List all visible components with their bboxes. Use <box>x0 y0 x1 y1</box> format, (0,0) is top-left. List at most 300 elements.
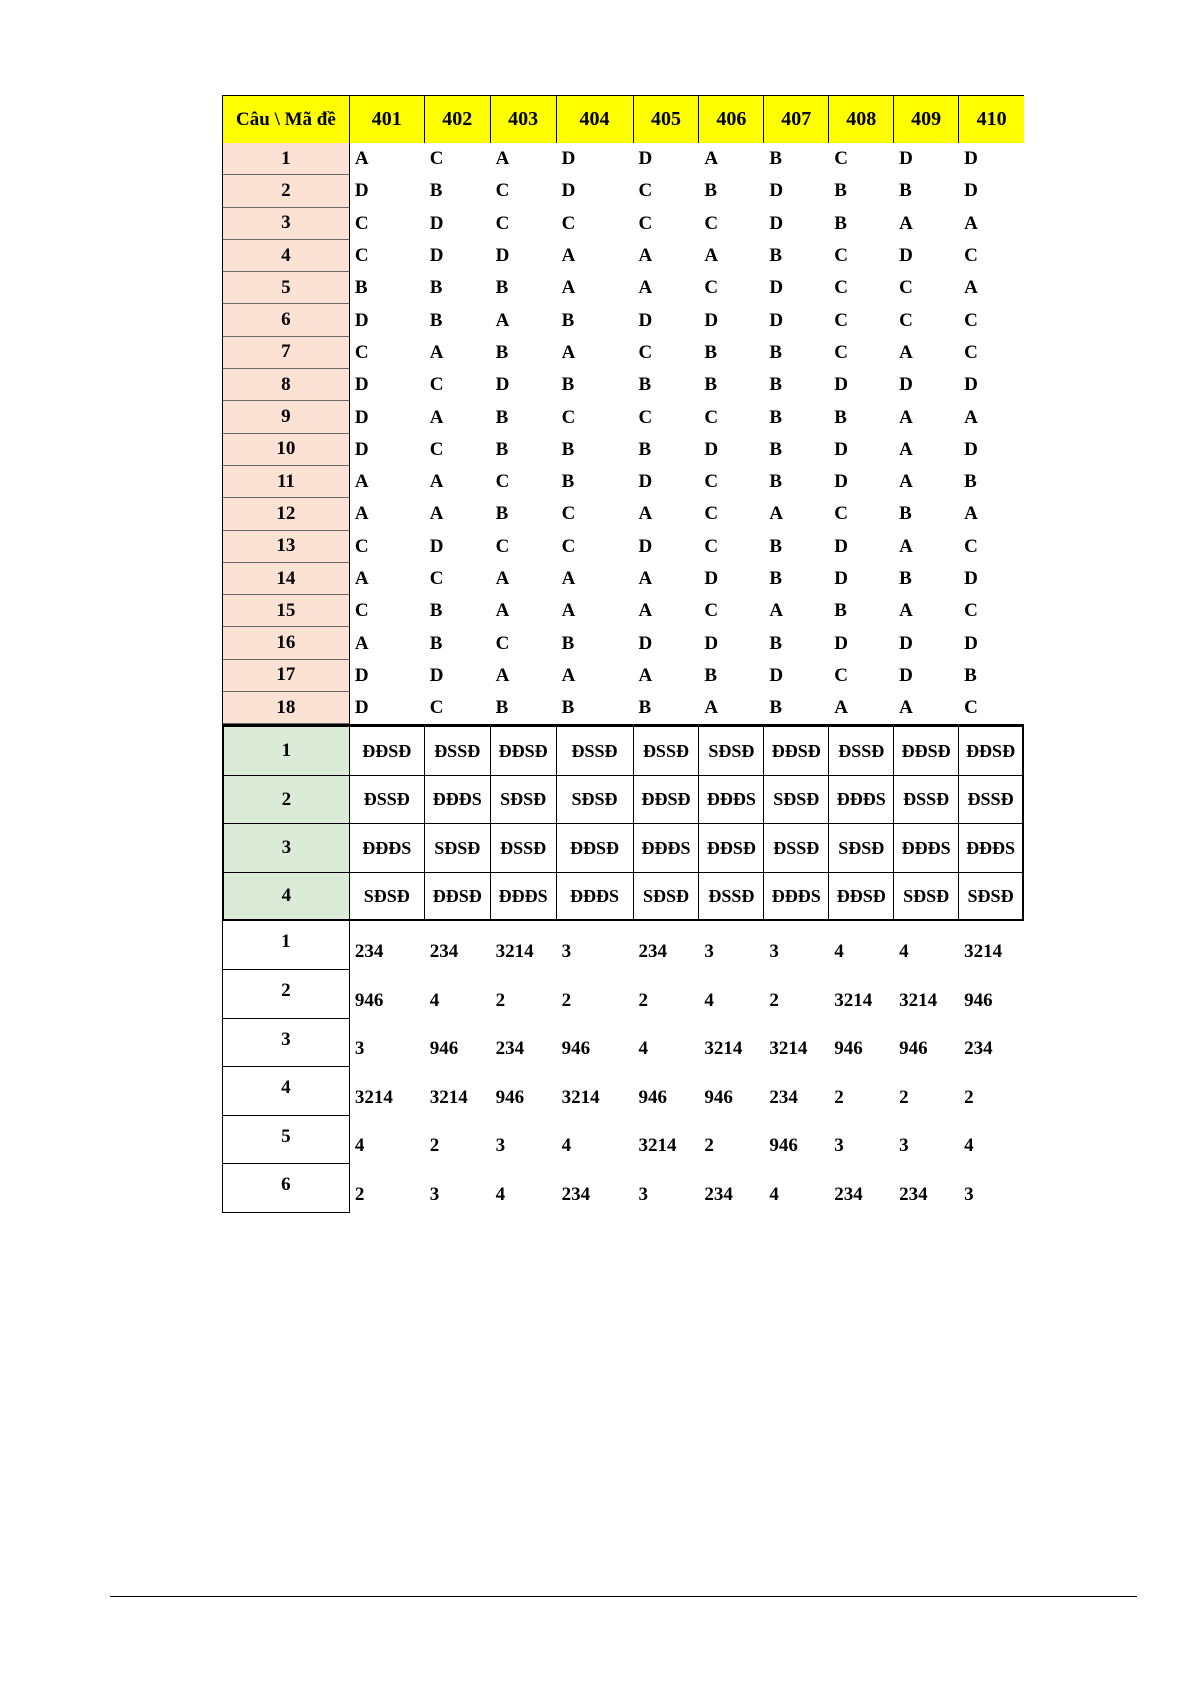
answer-cell: D <box>495 374 510 396</box>
answer-cell: A <box>704 148 719 170</box>
answer-cell: C <box>834 341 848 363</box>
answer-cell: D <box>899 245 913 267</box>
answer-cell: A <box>704 245 719 267</box>
answer-cell: B <box>704 664 718 686</box>
answer-cell: B <box>834 406 847 428</box>
answer-cell: B <box>638 374 652 396</box>
answer-cell: D <box>561 148 576 170</box>
answer-cell: A <box>899 406 913 428</box>
tf-answer-row <box>222 873 1024 922</box>
answer-cell: A <box>561 568 576 589</box>
question-number-cell: 6 <box>222 304 350 336</box>
answer-cell: B <box>638 697 652 719</box>
question-number-cell: 4 <box>222 1067 350 1116</box>
answer-cell: D <box>899 148 913 170</box>
answer-cell: 4 <box>638 1038 648 1060</box>
exam-code-header: 403 <box>491 96 557 143</box>
question-number-cell: 10 <box>222 434 350 466</box>
answer-cell: 234 <box>638 940 667 962</box>
answer-cell: SĐSĐ <box>350 873 425 922</box>
answer-cell: 3214 <box>704 1038 743 1060</box>
question-number-cell: 9 <box>222 401 350 433</box>
footer-rule <box>110 1596 1137 1597</box>
answer-cell: 946 <box>769 1135 798 1157</box>
answer-cell: A <box>964 406 978 428</box>
tf-answer-row <box>222 824 1024 873</box>
answer-cell: 2 <box>638 989 648 1011</box>
mc-answer-row <box>222 401 1024 433</box>
answer-cell: 3 <box>354 1038 365 1060</box>
answer-cell: C <box>704 600 719 622</box>
answer-cell: 3214 <box>964 940 1003 962</box>
answer-cell: C <box>429 697 444 719</box>
answer-cell: C <box>704 406 719 428</box>
answer-cell: B <box>704 374 718 396</box>
exam-code-header: 409 <box>894 96 959 143</box>
answer-cell: A <box>429 471 444 493</box>
answer-cell: A <box>899 212 913 234</box>
part1-multiple-choice-section <box>222 143 1024 727</box>
answer-cell: C <box>964 309 978 331</box>
answer-cell: C <box>495 471 510 493</box>
answer-cell: D <box>638 632 653 654</box>
answer-cell: 4 <box>769 1183 779 1205</box>
corner-header-cell: Câu \ Mã đề <box>222 96 350 143</box>
answer-cell: A <box>495 664 510 686</box>
answer-cell: 3 <box>769 940 779 962</box>
answer-cell: C <box>354 212 369 234</box>
mc-answer-row <box>222 272 1024 304</box>
answer-cell: C <box>429 438 444 460</box>
answer-cell: C <box>899 277 913 299</box>
answer-cell: D <box>638 471 653 493</box>
answer-cell: A <box>964 503 978 525</box>
answer-cell: 946 <box>704 1086 733 1108</box>
answer-cell: ĐĐSĐ <box>764 727 829 776</box>
answer-cell: D <box>354 406 369 428</box>
exam-code-header: 405 <box>634 96 700 143</box>
answer-cell: 946 <box>495 1086 525 1108</box>
answer-cell: SĐSĐ <box>959 873 1024 922</box>
answer-cell: B <box>769 471 783 493</box>
answer-cell: 946 <box>834 1038 863 1060</box>
tf-answer-row <box>222 776 1024 825</box>
answer-cell: 2 <box>769 989 779 1011</box>
answer-cell: ĐĐSĐ <box>894 727 959 776</box>
question-number-cell: 3 <box>222 208 350 240</box>
answer-cell: ĐĐSĐ <box>634 776 700 825</box>
answer-cell: 234 <box>561 1183 591 1205</box>
short-answer-row <box>222 970 1024 1019</box>
answer-cell: 3 <box>561 940 572 962</box>
answer-cell: B <box>834 180 847 202</box>
answer-cell: C <box>638 406 653 428</box>
answer-cell: 3214 <box>899 989 938 1011</box>
answer-cell: A <box>354 503 369 525</box>
answer-cell: D <box>964 374 978 396</box>
answer-cell: ĐĐĐS <box>491 873 557 922</box>
answer-cell: B <box>834 212 847 234</box>
answer-cell: A <box>561 277 576 299</box>
question-number-cell: 14 <box>222 563 350 595</box>
answer-cell: 2 <box>354 1183 365 1205</box>
part2-true-false-section <box>222 727 1024 921</box>
answer-cell: B <box>899 503 912 525</box>
answer-cell: A <box>429 341 444 363</box>
answer-cell: 3 <box>495 1135 506 1157</box>
answer-cell: 4 <box>704 989 714 1011</box>
answer-cell: A <box>899 471 913 493</box>
answer-cell: ĐĐSĐ <box>699 824 764 873</box>
answer-cell: 946 <box>354 989 384 1011</box>
answer-cell: D <box>638 309 653 331</box>
answer-cell: 4 <box>834 940 844 962</box>
answer-cell: ĐSSĐ <box>634 727 700 776</box>
answer-cell: C <box>964 697 978 719</box>
answer-cell: A <box>354 568 369 589</box>
question-number-cell: 13 <box>222 531 350 563</box>
answer-cell: B <box>769 406 783 428</box>
answer-cell: ĐĐĐS <box>634 824 700 873</box>
answer-cell: D <box>834 374 848 396</box>
answer-cell: B <box>769 632 783 654</box>
answer-cell: C <box>638 212 653 234</box>
question-number-cell: 4 <box>222 240 350 272</box>
answer-cell: B <box>769 568 783 589</box>
mc-answer-row <box>222 208 1024 240</box>
answer-cell: 4 <box>964 1135 974 1157</box>
answer-cell: D <box>495 245 510 267</box>
question-number-cell: 2 <box>222 776 350 825</box>
answer-cell: B <box>899 568 912 589</box>
answer-cell: A <box>495 148 510 170</box>
question-number-cell: 6 <box>222 1164 350 1213</box>
answer-cell: SĐSĐ <box>829 824 894 873</box>
answer-cell: B <box>769 438 783 460</box>
answer-cell: C <box>834 277 848 299</box>
answer-cell: D <box>964 148 978 170</box>
answer-cell: ĐSSĐ <box>350 776 425 825</box>
answer-cell: B <box>704 180 718 202</box>
answer-cell: B <box>429 309 443 331</box>
question-number-cell: 4 <box>222 873 350 922</box>
question-number-cell: 1 <box>222 143 350 175</box>
answer-cell: B <box>429 277 443 299</box>
answer-cell: 3214 <box>495 940 534 962</box>
answer-cell: 946 <box>561 1038 591 1060</box>
mc-answer-row <box>222 660 1024 692</box>
answer-cell: SĐSĐ <box>634 873 700 922</box>
answer-cell: 946 <box>638 1086 667 1108</box>
mc-answer-row <box>222 369 1024 401</box>
answer-cell: SĐSĐ <box>894 873 959 922</box>
answer-cell: A <box>638 664 653 686</box>
answer-cell: 2 <box>495 989 506 1011</box>
answer-cell: SĐSĐ <box>764 776 829 825</box>
mc-answer-row <box>222 627 1024 659</box>
answer-cell: 4 <box>899 940 909 962</box>
answer-cell: A <box>899 341 913 363</box>
answer-cell: ĐSSĐ <box>557 727 634 776</box>
answer-cell: B <box>964 664 977 686</box>
answer-cell: D <box>769 212 784 234</box>
answer-cell: D <box>429 245 444 267</box>
answer-cell: C <box>964 341 978 363</box>
answer-cell: C <box>834 245 848 267</box>
answer-cell: 946 <box>429 1038 459 1060</box>
exam-code-header: 408 <box>829 96 894 143</box>
answer-cell: C <box>429 374 444 396</box>
answer-cell: D <box>899 664 913 686</box>
answer-cell: 3214 <box>638 1135 677 1157</box>
answer-cell: 3214 <box>834 989 873 1011</box>
answer-cell: 3 <box>429 1183 440 1205</box>
answer-cell: B <box>429 180 443 202</box>
answer-cell: C <box>429 568 444 589</box>
answer-cell: C <box>964 535 978 557</box>
answer-cell: C <box>704 535 719 557</box>
answer-cell: A <box>899 697 913 719</box>
answer-cell: 946 <box>964 989 993 1011</box>
answer-cell: A <box>638 568 653 589</box>
question-number-cell: 11 <box>222 466 350 498</box>
answer-cell: 234 <box>495 1038 525 1060</box>
answer-cell: C <box>834 503 848 525</box>
exam-code-header: 407 <box>764 96 829 143</box>
answer-cell: B <box>769 697 783 719</box>
answer-cell: C <box>964 600 978 622</box>
mc-answer-row <box>222 143 1024 175</box>
answer-cell: C <box>495 535 510 557</box>
answer-cell: A <box>638 277 653 299</box>
answer-cell: B <box>834 600 847 622</box>
answer-cell: C <box>561 535 576 557</box>
answer-cell: A <box>899 600 913 622</box>
answer-cell: 3214 <box>561 1086 600 1108</box>
answer-cell: 234 <box>899 1183 928 1205</box>
mc-answer-row <box>222 337 1024 369</box>
answer-cell: A <box>638 245 653 267</box>
question-number-cell: 16 <box>222 627 350 659</box>
answer-cell: ĐSSĐ <box>894 776 959 825</box>
answer-cell: 3214 <box>354 1086 393 1108</box>
answer-cell: D <box>354 664 369 686</box>
answer-cell: ĐĐĐS <box>829 776 894 825</box>
answer-cell: D <box>704 568 719 589</box>
answer-cell: D <box>769 277 784 299</box>
answer-cell: SĐSĐ <box>557 776 634 825</box>
answer-cell: 3 <box>638 1183 648 1205</box>
answer-cell: C <box>429 148 444 170</box>
answer-cell: C <box>495 632 510 654</box>
answer-cell: B <box>638 438 652 460</box>
answer-cell: B <box>354 277 368 299</box>
question-number-cell: 1 <box>222 921 350 970</box>
answer-cell: A <box>495 568 510 589</box>
answer-cell: B <box>769 341 783 363</box>
answer-cell: B <box>561 374 575 396</box>
answer-cell: 3214 <box>769 1038 808 1060</box>
exam-code-header: 410 <box>976 108 1007 130</box>
answer-cell: C <box>704 503 719 525</box>
answer-cell: A <box>769 600 784 622</box>
answer-cell: D <box>899 632 913 654</box>
answer-cell: 3 <box>834 1135 844 1157</box>
answer-cell: C <box>899 309 913 331</box>
answer-cell: 234 <box>769 1086 798 1108</box>
answer-cell: ĐĐĐS <box>764 873 829 922</box>
question-number-cell: 3 <box>222 1019 350 1068</box>
answer-cell: 3 <box>964 1183 974 1205</box>
answer-cell: 3 <box>704 940 714 962</box>
answer-cell: D <box>964 568 978 589</box>
answer-cell: D <box>834 535 848 557</box>
answer-cell: B <box>561 309 575 331</box>
answer-cell: 3 <box>899 1135 909 1157</box>
question-number-cell: 12 <box>222 498 350 530</box>
answer-cell: 4 <box>495 1183 506 1205</box>
answer-cell: D <box>354 180 369 202</box>
answer-cell: 3214 <box>429 1086 468 1108</box>
answer-cell: ĐĐSĐ <box>491 727 557 776</box>
answer-cell: C <box>495 180 510 202</box>
answer-cell: 234 <box>354 940 384 962</box>
question-number-cell: 17 <box>222 660 350 692</box>
mc-answer-row <box>222 692 1024 727</box>
answer-cell: C <box>354 341 369 363</box>
answer-cell: ĐĐĐS <box>699 776 764 825</box>
mc-answer-row <box>222 595 1024 627</box>
answer-cell: D <box>638 535 653 557</box>
answer-cell: ĐĐĐS <box>557 873 634 922</box>
answer-cell: C <box>638 180 653 202</box>
answer-cell: A <box>561 664 576 686</box>
answer-cell: A <box>834 697 848 719</box>
answer-cell: A <box>899 535 913 557</box>
answer-cell: D <box>964 438 978 460</box>
answer-cell: 4 <box>429 989 440 1011</box>
answer-cell: 234 <box>704 1183 733 1205</box>
answer-cell: A <box>354 148 369 170</box>
answer-cell: B <box>561 471 575 493</box>
answer-cell: C <box>834 664 848 686</box>
answer-cell: 2 <box>704 1135 714 1157</box>
answer-cell: A <box>561 245 576 267</box>
answer-cell: A <box>495 309 510 331</box>
answer-cell: D <box>354 697 369 719</box>
mc-answer-row <box>222 304 1024 336</box>
short-answer-row <box>222 1164 1024 1213</box>
answer-cell: 4 <box>561 1135 572 1157</box>
answer-cell: A <box>354 471 369 493</box>
answer-cell: B <box>899 180 912 202</box>
question-number-cell: 2 <box>222 970 350 1019</box>
answer-cell: C <box>354 245 369 267</box>
answer-cell: C <box>495 212 510 234</box>
answer-cell: A <box>429 406 444 428</box>
mc-answer-row <box>222 466 1024 498</box>
question-number-cell: 8 <box>222 369 350 401</box>
answer-cell: B <box>495 697 509 719</box>
answer-cell: C <box>354 535 369 557</box>
answer-cell: D <box>964 180 978 202</box>
answer-cell: B <box>429 632 443 654</box>
answer-cell: B <box>495 503 509 525</box>
question-number-cell: 7 <box>222 337 350 369</box>
exam-code-header: 406 <box>699 96 764 143</box>
answer-cell: B <box>769 374 783 396</box>
mc-answer-row <box>222 531 1024 563</box>
answer-cell: A <box>495 600 510 622</box>
answer-cell: C <box>354 600 369 622</box>
answer-cell: A <box>769 503 784 525</box>
answer-cell: D <box>354 374 369 396</box>
answer-cell: A <box>638 600 653 622</box>
question-number-cell: 1 <box>222 727 350 776</box>
answer-cell: SĐSĐ <box>491 776 557 825</box>
answer-cell: ĐĐSĐ <box>557 824 634 873</box>
answer-cell: ĐĐĐS <box>894 824 959 873</box>
answer-cell: D <box>638 148 653 170</box>
answer-cell: C <box>704 277 719 299</box>
answer-cell: A <box>561 341 576 363</box>
answer-cell: B <box>495 341 509 363</box>
answer-cell: ĐSSĐ <box>425 727 491 776</box>
answer-cell: D <box>834 568 848 589</box>
answer-cell: SĐSĐ <box>699 727 764 776</box>
answer-cell: 946 <box>899 1038 928 1060</box>
answer-cell: C <box>964 245 978 267</box>
answer-cell: 2 <box>561 989 572 1011</box>
answer-cell: 2 <box>964 1086 974 1108</box>
answer-cell: ĐSSĐ <box>699 873 764 922</box>
question-number-cell: 5 <box>222 1116 350 1165</box>
answer-cell: A <box>964 277 978 299</box>
answer-cell: ĐĐSĐ <box>829 873 894 922</box>
answer-cell: A <box>704 697 719 719</box>
mc-answer-row <box>222 434 1024 466</box>
question-number-cell: 15 <box>222 595 350 627</box>
answer-cell: A <box>899 438 913 460</box>
answer-cell: ĐĐĐS <box>959 824 1024 873</box>
short-answer-row <box>222 1019 1024 1068</box>
answer-cell: ĐĐSĐ <box>350 727 425 776</box>
answer-cell: ĐĐĐS <box>350 824 425 873</box>
answer-cell: D <box>834 632 848 654</box>
answer-cell: B <box>429 600 443 622</box>
answer-cell: C <box>638 341 653 363</box>
answer-cell: ĐSSĐ <box>491 824 557 873</box>
answer-cell: C <box>834 309 848 331</box>
answer-cell: C <box>561 503 576 525</box>
answer-cell: 2 <box>899 1086 909 1108</box>
answer-cell: B <box>495 277 509 299</box>
answer-cell: D <box>964 632 978 654</box>
answer-cell: C <box>834 148 848 170</box>
answer-cell: D <box>704 309 719 331</box>
tf-answer-row <box>222 727 1024 776</box>
answer-cell: ĐĐĐS <box>425 776 491 825</box>
mc-answer-row <box>222 498 1024 530</box>
answer-cell: D <box>704 632 719 654</box>
answer-cell: ĐSSĐ <box>764 824 829 873</box>
exam-code-header: 404 <box>557 96 634 143</box>
mc-answer-row <box>222 563 1024 595</box>
mc-answer-row <box>222 175 1024 207</box>
short-answer-row <box>222 921 1024 970</box>
answer-cell: B <box>495 438 509 460</box>
answer-cell: A <box>354 632 369 654</box>
